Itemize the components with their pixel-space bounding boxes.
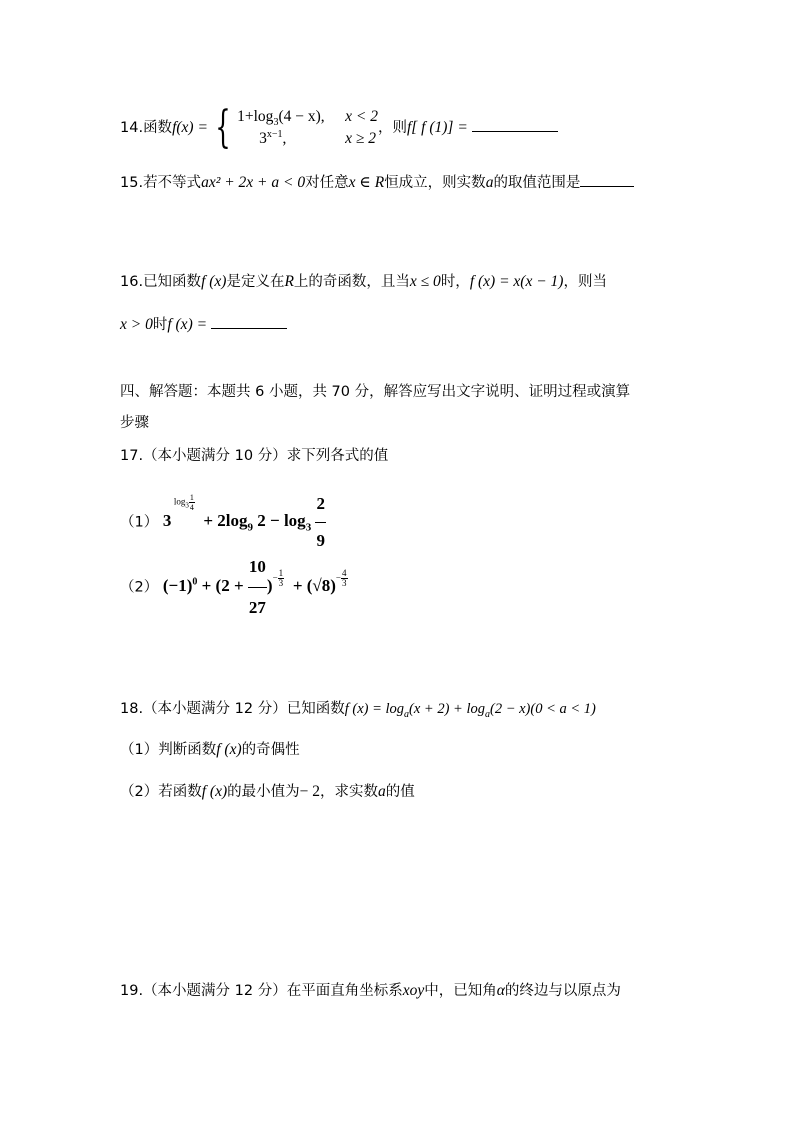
question-19: 19.（本小题满分 12 分）在平面直角坐标系xoy中，已知角α的终边与以原点为	[120, 982, 621, 999]
question-17-part1: （1） 3 $\log_3$ $\frac{1}{4}$ + $2\log_9$ $2 - \log_3$ $\frac{2}{9}$	[120, 486, 326, 559]
section-4-heading-line2: 步骤	[120, 415, 149, 431]
section-4-heading: 四、解答题：本题共 6 小题，共 70 分，解答应写出文字说明、证明过程或演算	[120, 384, 631, 400]
q14-number: 14.	[120, 120, 144, 136]
question-16: 16.已知函数f (x)是定义在R上的奇函数，且当x ≤ 0时，f (x) = x(x − 1)，则当	[120, 273, 607, 290]
question-17-title: 17.（本小题满分 10 分）求下列各式的值	[120, 448, 389, 464]
question-14	[120, 102, 558, 153]
q16-answer-blank[interactable]	[211, 314, 287, 329]
question-16-line2: x > 0时f (x) =	[120, 314, 287, 335]
question-18-part1: （1）判断函数f (x)的奇偶性	[120, 741, 300, 758]
q14-ask: f[ f (1)] =	[406, 119, 468, 136]
q15-answer-blank[interactable]	[580, 172, 634, 187]
q14-brace: {	[214, 102, 231, 153]
question-15: 15.若不等式ax² + 2x + a < 0对任意x ∈ R恒成立，则实数a的取值范围是	[120, 172, 634, 193]
q14-fx: f(x) =	[172, 119, 208, 136]
q15-expr: ax² + 2x + a < 0	[201, 174, 306, 191]
q14-text2: ，则	[377, 120, 407, 136]
question-17-part2: （2） $(-1)^0 + (2$ + $\frac{10}{27}$ ) − $\frac{1}{3}$ + (√8) − $\frac{4}{3}$	[120, 547, 352, 628]
q14-answer-blank[interactable]	[472, 117, 558, 132]
q14-text: 函数	[143, 120, 173, 136]
question-18-part2: （2）若函数f (x)的最小值为− 2，求实数a的值	[120, 783, 415, 800]
q14-cases: $1+\log_3(4 - x)$, x < 2 $3^{x-1}$, x ≥ 2	[237, 108, 378, 147]
question-18-title: 18.（本小题满分 12 分）已知函数f $(x) = \log_a(x + 2) + \log_a(2 - x)(0 < a < 1)$	[120, 701, 596, 720]
